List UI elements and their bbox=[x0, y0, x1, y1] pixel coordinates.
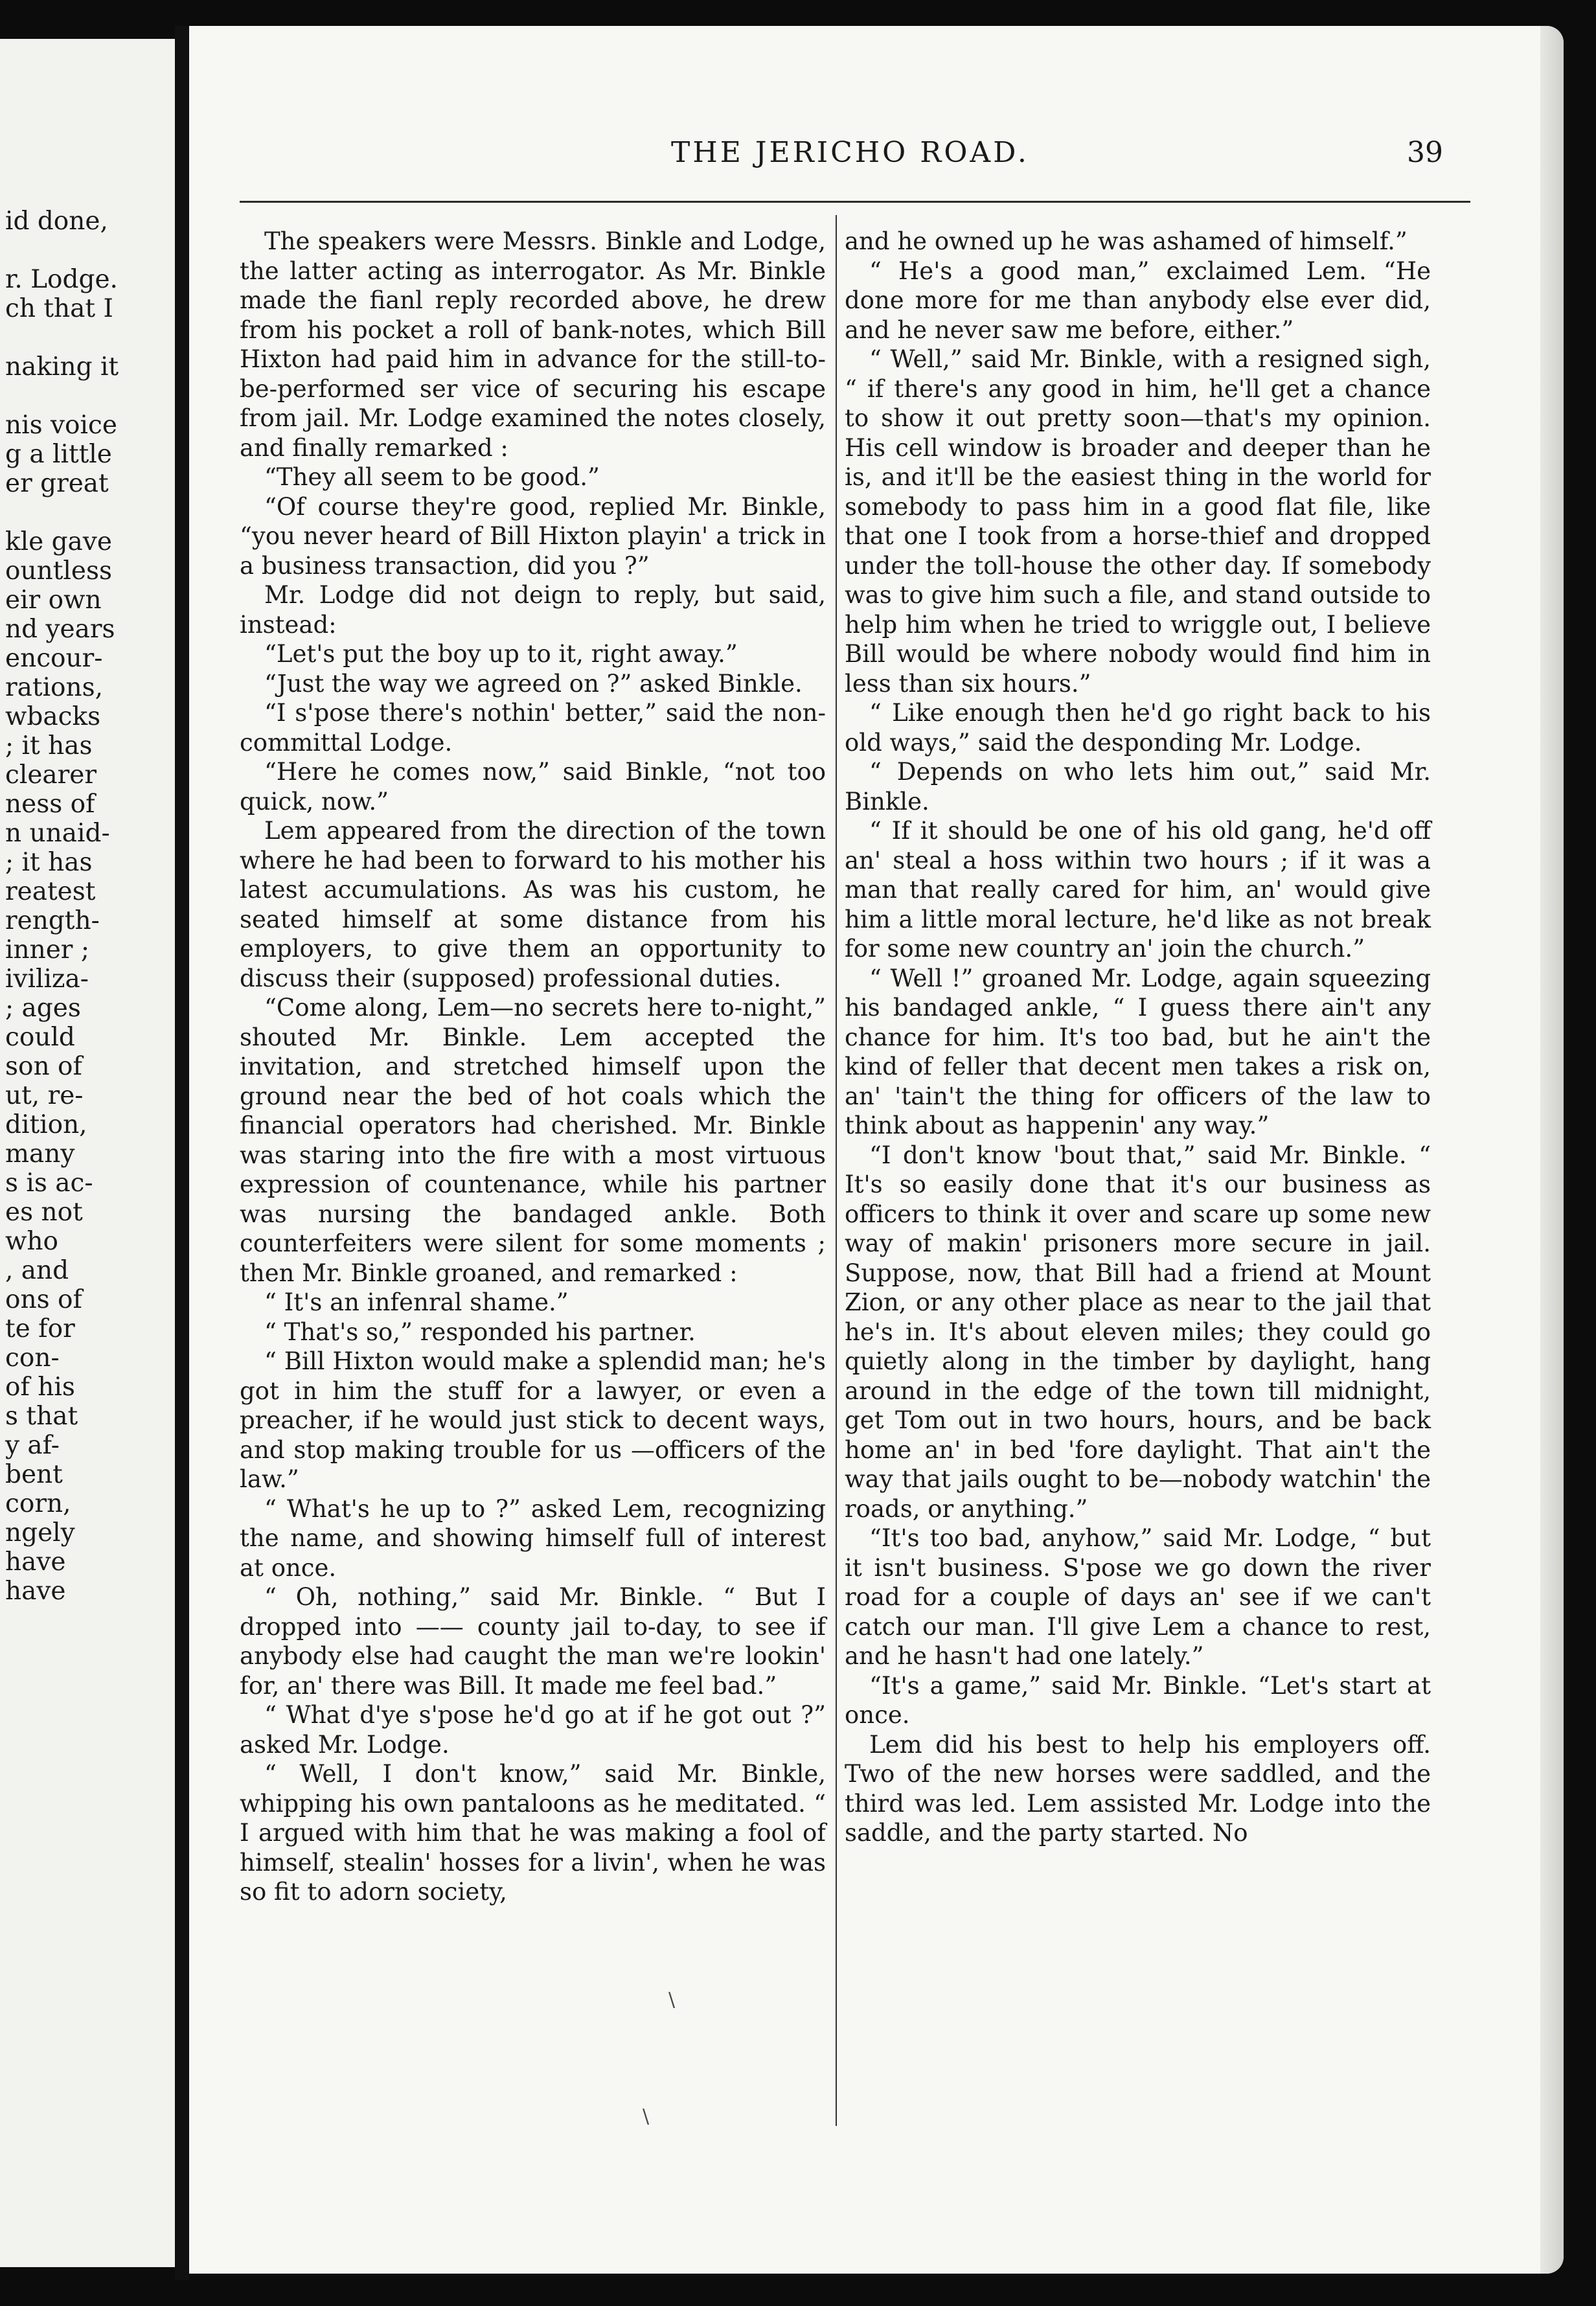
header-rule bbox=[240, 201, 1470, 203]
facing-page-text-fragment: many bbox=[5, 1139, 75, 1169]
facing-page-text-fragment: of his bbox=[5, 1373, 75, 1402]
facing-page-text-fragment: ut, re- bbox=[5, 1081, 84, 1110]
facing-page-text-fragment: ons of bbox=[5, 1285, 82, 1314]
paragraph: Lem appeared from the direction of the town where he had been to forward to his mother his latest accumulations. As was his custom, he seated himself at some distance from his employers, to give them an opportunity to discuss their (supposed) professional duties. bbox=[240, 817, 826, 992]
facing-page-text-fragment: ness of bbox=[5, 790, 95, 819]
facing-page-text-fragment: ch that I bbox=[5, 294, 113, 323]
facing-page-text-fragment: have bbox=[5, 1577, 66, 1606]
running-title: THE JERICHO ROAD. bbox=[671, 136, 1029, 169]
facing-page-text-fragment: g a little bbox=[5, 440, 112, 469]
facing-page-text-fragment: kle gave bbox=[5, 527, 112, 556]
facing-page-text-fragment: have bbox=[5, 1547, 66, 1577]
running-head bbox=[189, 136, 1564, 181]
paragraph: “Let's put the boy up to it, right away.” bbox=[264, 640, 738, 668]
facing-page-text-fragment: son of bbox=[5, 1052, 82, 1081]
facing-page-text-fragment: iviliza- bbox=[5, 965, 89, 994]
paragraph: “I don't know 'bout that,” said Mr. Binkle. “ It's so easily done that it's our business as officers to think it over and scare up some new way of makin' prisoners more secure in jail. Suppose, now, that Bill had a friend at Mount Zion, or any other place as near to the jail that he's in. It's about eleven miles; they could go quietly along in the timber by daylight, hang around in the edge of the town till midnight, get Tom out in two hours, hours, and be back home an' in bed 'fore daylight. That ain't the way that jails ought to be—nobody watchin' the roads, or anything.” bbox=[845, 1141, 1431, 1523]
facing-page-text-fragment: es not bbox=[5, 1198, 83, 1227]
facing-page-text-fragment: ountless bbox=[5, 556, 112, 586]
book-gutter bbox=[175, 26, 189, 2280]
paragraph: Mr. Lodge did not deign to reply, but said, instead: bbox=[240, 581, 826, 639]
facing-page-text-fragment: ngely bbox=[5, 1518, 75, 1547]
page-number: 39 bbox=[1407, 136, 1443, 169]
facing-page-text-fragment: bent bbox=[5, 1460, 63, 1489]
paragraph: “Of course they're good, replied Mr. Binkle, “you never heard of Bill Hixton playin' a trick in a business transaction, did you ?” bbox=[240, 492, 826, 580]
paragraph: “ Oh, nothing,” said Mr. Binkle. “ But I dropped into —— county jail to-day, to see if anybody else had caught the man we're lookin' for, an' there was Bill. It made me feel bad.” bbox=[240, 1583, 826, 1700]
paragraph: The speakers were Messrs. Binkle and Lodge, the latter acting as interrogator. As Mr. Binkle made the fianl reply recorded above, he drew from his pocket a roll of bank-notes, which Bill Hixton had paid him in advance for the still-to-be-performed ser vice of securing his escape from jail. Mr. Lodge examined the notes closely, and finally remarked : bbox=[240, 227, 826, 462]
paragraph: “ That's so,” responded his partner. bbox=[264, 1318, 696, 1346]
book-page bbox=[189, 26, 1564, 2274]
paragraph: “ What's he up to ?” asked Lem, recognizing the name, and showing himself full of interest at once. bbox=[240, 1494, 826, 1582]
text-column-left bbox=[240, 227, 826, 1907]
facing-page-text-fragment: con- bbox=[5, 1343, 60, 1373]
page-edge bbox=[1540, 26, 1564, 2274]
facing-page-text-fragment: eir own bbox=[5, 586, 102, 615]
paragraph: “It's a game,” said Mr. Binkle. “Let's start at once. bbox=[845, 1671, 1431, 1729]
facing-page-text-fragment: naking it bbox=[5, 352, 119, 382]
facing-page-text-fragment: r. Lodge. bbox=[5, 265, 118, 294]
facing-page-text-fragment: s that bbox=[5, 1402, 78, 1431]
facing-page-text-fragment: ; it has bbox=[5, 848, 93, 877]
ink-mark: \ bbox=[643, 2105, 650, 2128]
column-divider bbox=[836, 215, 837, 2126]
paragraph: “ It's an infenral shame.” bbox=[264, 1288, 569, 1316]
paragraph: “Come along, Lem—no secrets here to-night,” shouted Mr. Binkle. Lem accepted the invitation, and stretched himself upon the ground near the bed of hot coals which the financial operators had cherished. Mr. Binkle was staring into the fire with a most virtuous expression of countenance, while his partner was nursing the bandaged ankle. Both counterfeiters were silent for some moments ; then Mr. Binkle groaned, and remarked : bbox=[240, 994, 826, 1287]
facing-page-text-fragment: nd years bbox=[5, 615, 115, 644]
facing-page-text-fragment: reatest bbox=[5, 877, 96, 906]
facing-page-text-fragment: could bbox=[5, 1023, 75, 1052]
facing-page-text-fragment: id done, bbox=[5, 207, 108, 236]
paragraph: and he owned up he was ashamed of himself.” bbox=[845, 227, 1408, 255]
paragraph: “ If it should be one of his old gang, he'd off an' steal a hoss within two hours ; if it was a man that really cared for him, an' would give him a little moral lecture, he'd like as not break for some new country an' join the church.” bbox=[845, 817, 1431, 963]
paragraph: “ Well, I don't know,” said Mr. Binkle, whipping his own pantaloons as he meditated. “ I argued with him that he was making a fool of himself, stealin' hosses for a livin', when he was so fit to adorn society, bbox=[240, 1760, 826, 1906]
facing-page-text-fragment: er great bbox=[5, 469, 109, 498]
facing-page-text-fragment: wbacks bbox=[5, 702, 101, 731]
facing-page-fragment bbox=[0, 39, 177, 2267]
facing-page-text-fragment: inner ; bbox=[5, 935, 89, 965]
paragraph: “ He's a good man,” exclaimed Lem. “He done more for me than anybody else ever did, and he never saw me before, either.” bbox=[845, 257, 1431, 344]
paragraph: “They all seem to be good.” bbox=[264, 463, 600, 491]
facing-page-text-fragment: who bbox=[5, 1227, 58, 1256]
paragraph: “It's too bad, anyhow,” said Mr. Lodge, “ but it isn't business. S'pose we go down the river road for a couple of days an' see if we can't catch our man. I'll give Lem a chance to rest, and he hasn't had one lately.” bbox=[845, 1524, 1431, 1670]
paragraph: “I s'pose there's nothin' better,” said the non-committal Lodge. bbox=[240, 699, 826, 757]
ink-mark: \ bbox=[668, 1989, 676, 2011]
facing-page-text-fragment: ; it has bbox=[5, 731, 93, 760]
paragraph: “ Bill Hixton would make a splendid man; he's got in him the stuff for a lawyer, or even a preacher, if he would just stick to decent ways, and stop making trouble for us —officers of the law.” bbox=[240, 1347, 826, 1493]
paragraph: “ Depends on who lets him out,” said Mr. Binkle. bbox=[845, 758, 1431, 816]
facing-page-text-fragment: rations, bbox=[5, 673, 104, 702]
facing-page-text-fragment: s is ac- bbox=[5, 1169, 93, 1198]
facing-page-text-fragment: ; ages bbox=[5, 994, 81, 1023]
paragraph: Lem did his best to help his employers off. Two of the new horses were saddled, and the third was led. Lem assisted Mr. Lodge into the saddle, and the party started. No bbox=[845, 1730, 1431, 1847]
facing-page-text-fragment: , and bbox=[5, 1256, 69, 1285]
paragraph: “ Well,” said Mr. Binkle, with a resigned sigh, “ if there's any good in him, he'll get a chance to show it out pretty soon—that's my opinion. His cell window is broader and deeper than he is, and it'll be the easiest thing in the world for somebody to pass him in a good flat file, like that one I took from a horse-thief and dropped under the toll-house the other day. If somebody was to give him such a file, and stand outside to help him when he tried to wriggle out, I believe Bill would be where nobody would find him in less than six hours.” bbox=[845, 345, 1431, 698]
facing-page-text-fragment: rength- bbox=[5, 906, 100, 935]
paragraph: “ What d'ye s'pose he'd go at if he got out ?” asked Mr. Lodge. bbox=[240, 1701, 826, 1759]
paragraph: “ Like enough then he'd go right back to his old ways,” said the desponding Mr. Lodge. bbox=[845, 699, 1431, 757]
facing-page-text-fragment: y af- bbox=[5, 1431, 60, 1460]
facing-page-text-fragment: dition, bbox=[5, 1110, 87, 1139]
facing-page-text-fragment: clearer bbox=[5, 760, 97, 790]
paragraph: “Here he comes now,” said Binkle, “not too quick, now.” bbox=[240, 758, 826, 816]
facing-page-text-fragment: nis voice bbox=[5, 411, 117, 440]
facing-page-text-fragment: encour- bbox=[5, 644, 103, 673]
paragraph: “ Well !” groaned Mr. Lodge, again squeezing his bandaged ankle, “ I guess there ain't any chance for him. It's too bad, but he ain't the kind of feller that decent men takes a risk on, an' 'tain't the thing for officers of the law to think about as happenin' any way.” bbox=[845, 964, 1431, 1139]
facing-page-text-fragment: n unaid- bbox=[5, 819, 110, 848]
facing-page-text-fragment: corn, bbox=[5, 1489, 71, 1518]
text-column-right bbox=[845, 227, 1431, 1848]
paragraph: “Just the way we agreed on ?” asked Binkle. bbox=[264, 669, 803, 698]
facing-page-text-fragment: te for bbox=[5, 1314, 75, 1343]
